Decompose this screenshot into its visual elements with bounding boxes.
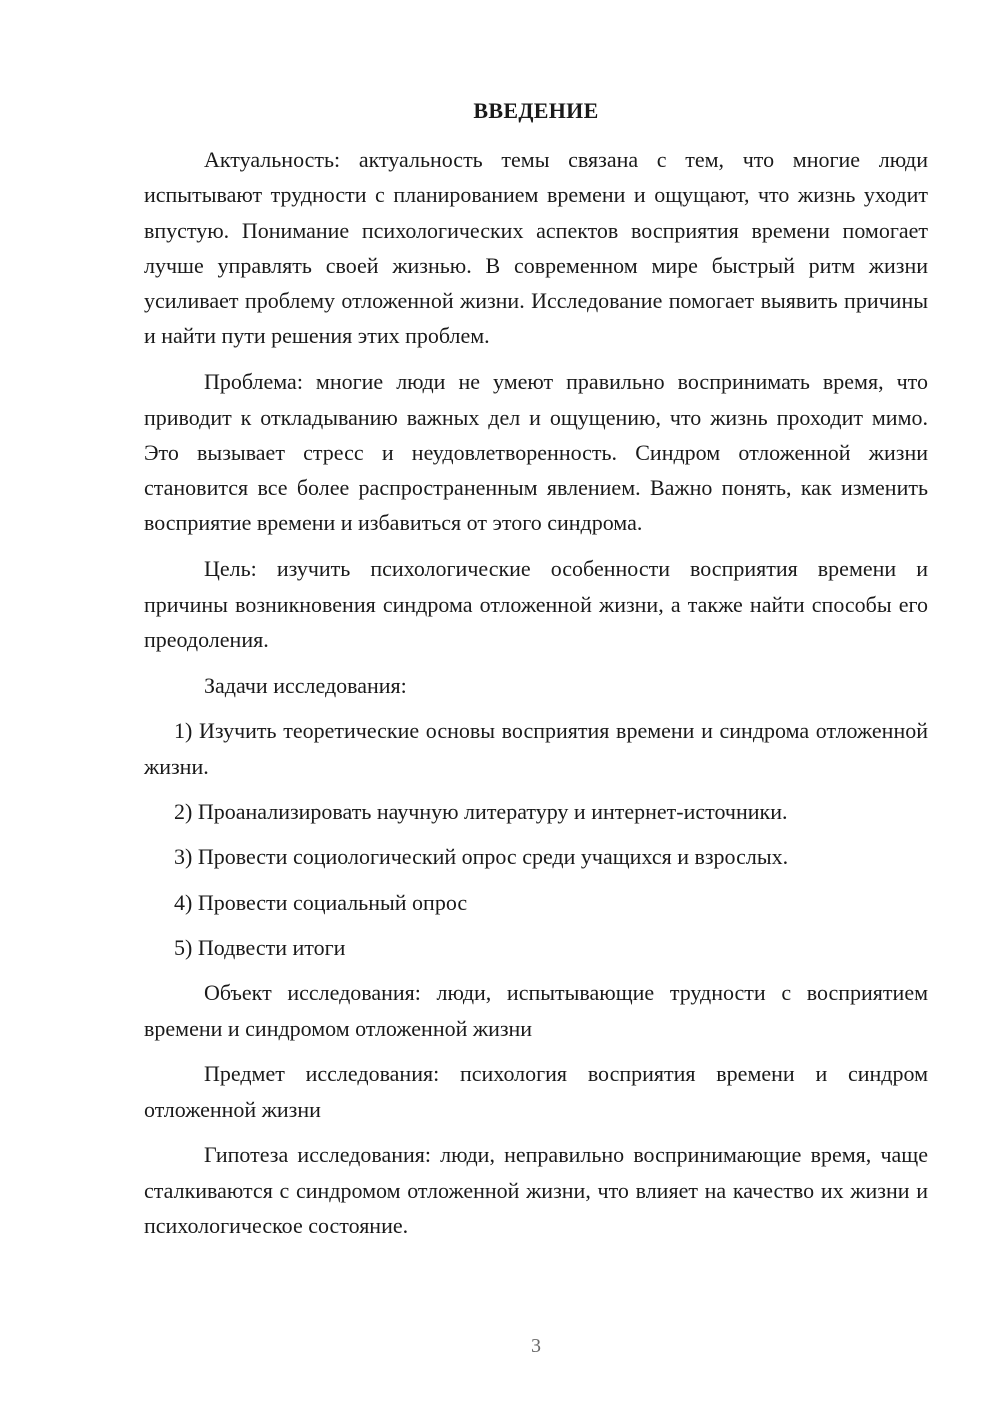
paragraph-goal: Цель: изучить психологические особенности восприятия времени и причины возникновения синдрома отложенной жизни, а также найти способы его преодоления. [144, 556, 928, 652]
paragraph-tasks-heading: Задачи исследования: [204, 672, 407, 698]
task-item-3: 3) Провести социологический опрос среди учащихся и взрослых. [174, 844, 789, 870]
paragraph-relevance: Актуальность: актуальность темы связана с тем, что многие люди испытывают трудности с планированием времени и ощущают, что жизнь уходит впустую. Понимание психологических аспектов восприятия времени помогает лучше управлять своей жизнью. В современном мире быстрый ритм жизни усиливает проблему отложенной жизни. Исследование помогает выявить причины и найти пути решения этих проблем. [144, 147, 928, 349]
task-item-5: 5) Подвести итоги [174, 934, 346, 960]
task-item-4: 4) Провести социальный опрос [174, 889, 468, 915]
task-item-2: 2) Проанализировать научную литературу и интернет-источники. [174, 799, 788, 825]
paragraph-subject: Предмет исследования: психология восприятия времени и синдром отложенной жизни [144, 1061, 928, 1122]
document-body [144, 142, 928, 1254]
page-number: 3 [531, 1335, 541, 1357]
paragraph-object: Объект исследования: люди, испытывающие трудности с восприятием времени и синдромом отложенной жизни [144, 980, 928, 1041]
paragraph-problem: Проблема: многие люди не умеют правильно воспринимать время, что приводит к откладыванию важных дел и ощущению, что жизнь проходит мимо. Это вызывает стресс и неудовлетворенность. Синдром отложенной жизни становится все более распространенным явлением. Важно понять, как изменить восприятие времени и избавиться от этого синдрома. [144, 369, 928, 536]
paragraph-hypothesis: Гипотеза исследования: люди, неправильно воспринимающие время, чаще сталкиваются с синдромом отложенной жизни, что влияет на качество их жизни и психологическое состояние. [144, 1142, 928, 1239]
section-title: ВВЕДЕНИЕ [473, 98, 599, 123]
task-item-1: 1) Изучить теоретические основы восприятия времени и синдрома отложенной жизни. [144, 718, 928, 779]
